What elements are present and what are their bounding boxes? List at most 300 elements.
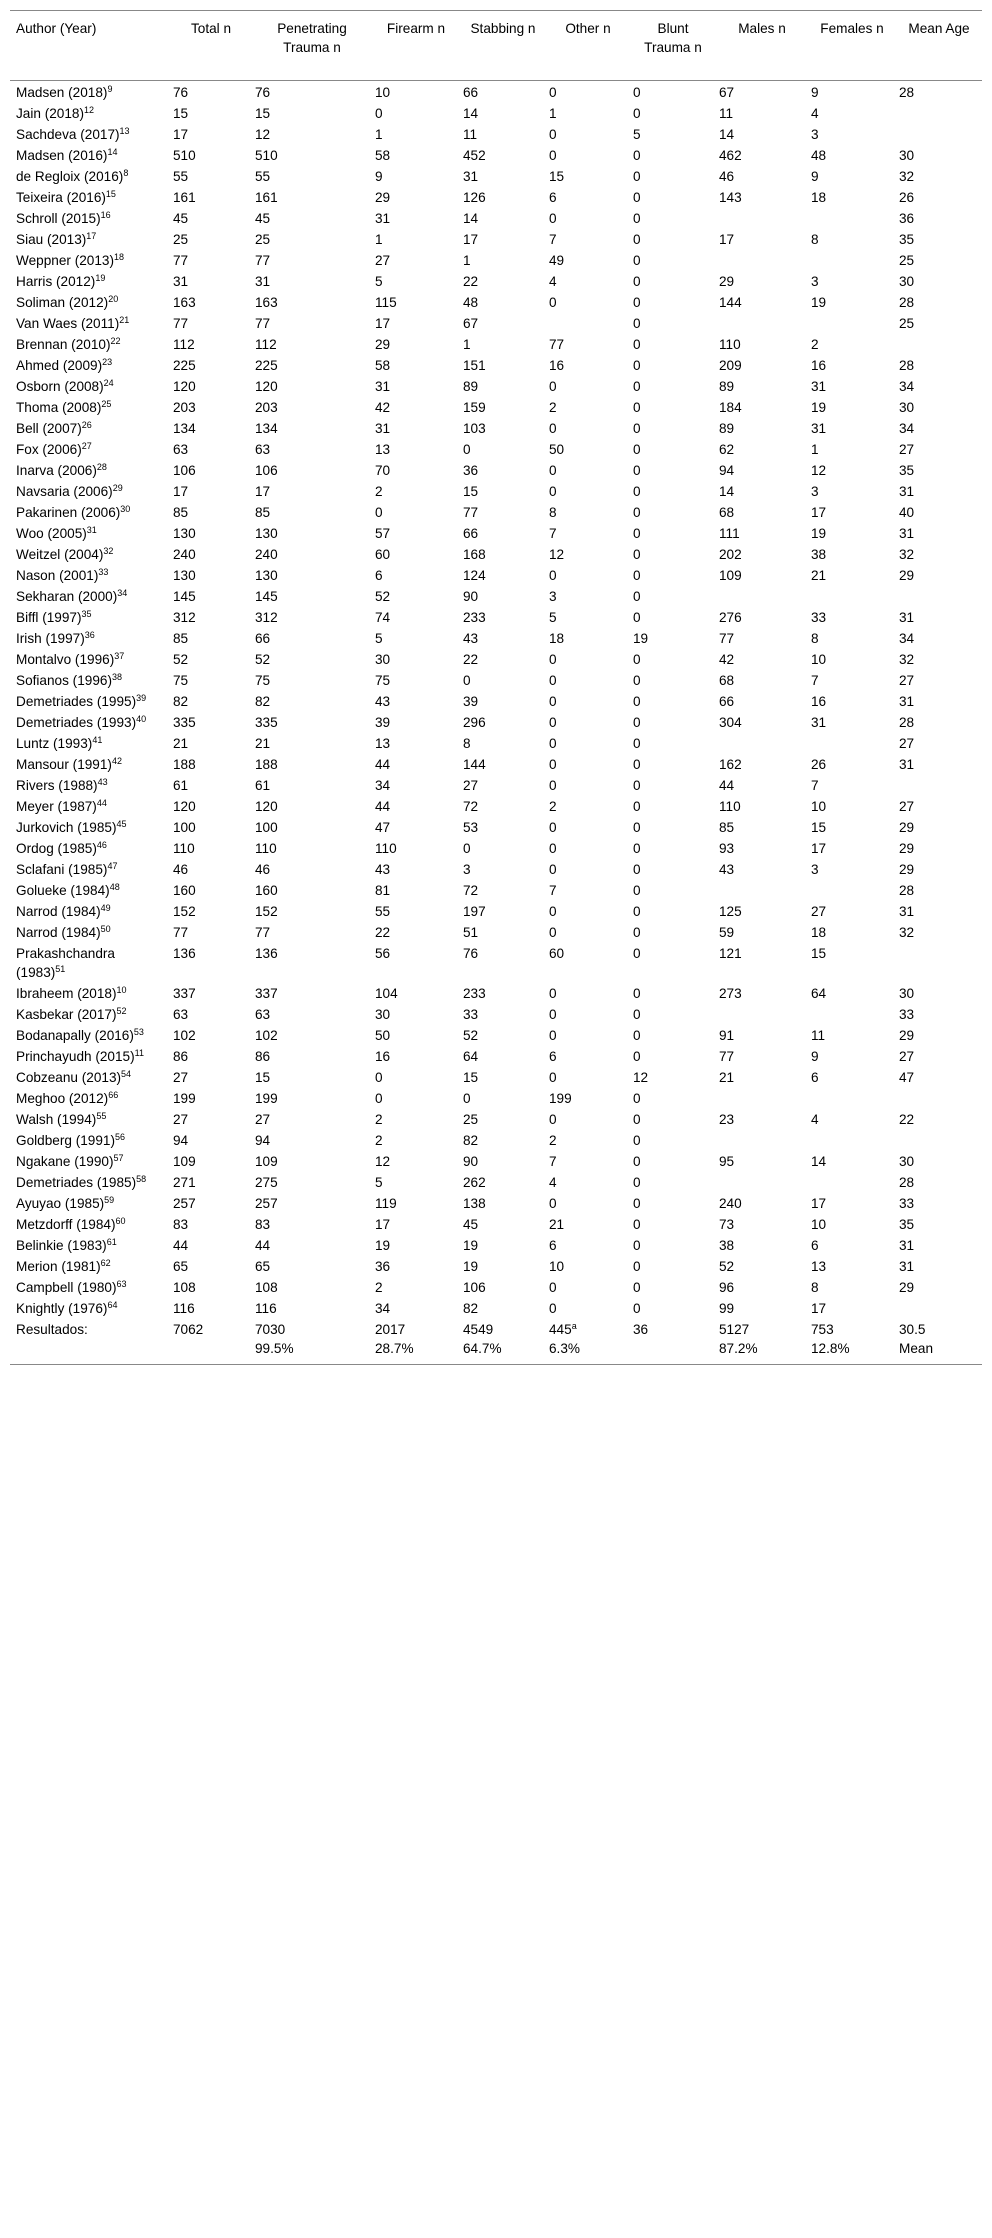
cell-males: 46: [719, 169, 735, 184]
cell-mean-age: 29: [899, 1028, 915, 1043]
cell-firearm: 10: [375, 85, 391, 100]
cell-females: 9: [811, 85, 819, 100]
reference-number: 25: [101, 399, 112, 409]
cell-blunt: 0: [633, 106, 641, 121]
cell-blunt: 0: [633, 862, 641, 877]
cell-blunt: 0: [633, 232, 641, 247]
reference-number: 23: [102, 357, 113, 367]
cell-males: 43: [719, 862, 735, 877]
cell-author: Demetriades $(1985)^{58}$: [16, 1174, 147, 1190]
cell-males: 462: [719, 148, 742, 163]
cell-firearm: 22: [375, 925, 391, 940]
cell-author: Bodanapally $(2016)^{53}$: [16, 1027, 144, 1043]
cell-penetrating: 45: [255, 211, 271, 226]
cell-females: 19: [811, 295, 827, 310]
cell-mean-age: 29: [899, 862, 915, 877]
cell-firearm: 57: [375, 526, 391, 541]
cell-total: 63: [173, 1007, 189, 1022]
cell-females: 18: [811, 190, 827, 205]
cell-males: 67: [719, 85, 735, 100]
cell-females: 6: [811, 1238, 819, 1253]
cell-other: 199: [549, 1091, 572, 1106]
table-row: [10, 837, 982, 858]
cell-blunt: 0: [633, 883, 641, 898]
cell-stabbing: 14: [463, 106, 479, 121]
table-row: [10, 291, 982, 312]
cell-penetrating: 109: [255, 1154, 278, 1169]
table-row: [10, 333, 982, 354]
table-row: [10, 1213, 982, 1234]
table-row: [10, 1297, 982, 1318]
table-row: [10, 207, 982, 228]
cell-blunt: 0: [633, 652, 641, 667]
cell-males: 14: [719, 484, 735, 499]
cell-mean-age: 35: [899, 1217, 915, 1232]
cell-total: 25: [173, 232, 189, 247]
cell-other: 60: [549, 946, 565, 961]
reference-number: 57: [113, 1153, 124, 1163]
cell-females: [808, 1129, 896, 1150]
cell-other: 0: [549, 778, 557, 793]
cell-author: Metzdorff $(1984)^{60}$: [16, 1216, 126, 1232]
cell-stabbing: 15: [463, 484, 479, 499]
cell-blunt: 0: [633, 568, 641, 583]
cell-other: 0: [549, 148, 557, 163]
cell-penetrating: 120: [255, 379, 278, 394]
col-header-penetrating: Penetrating Trauma n: [252, 11, 372, 81]
reference-number: 61: [106, 1237, 117, 1247]
cell-other: 50: [549, 442, 565, 457]
cell-author: Prakashchandra $(1983)^{51}$: [16, 946, 115, 980]
table-row: [10, 711, 982, 732]
table-row: [10, 522, 982, 543]
cell-total: 45: [173, 211, 189, 226]
cell-author: Ngakane $(1990)^{57}$: [16, 1153, 124, 1169]
cell-total: 120: [173, 799, 196, 814]
cell-stabbing: 72: [463, 799, 479, 814]
cell-author: Sekharan $(2000)^{34}$: [16, 588, 128, 604]
cell-penetrating: 25: [255, 232, 271, 247]
cell-stabbing: 0: [463, 1091, 471, 1106]
cell-males: 273: [719, 986, 742, 1001]
cell-blunt: 0: [633, 1112, 641, 1127]
cell-females: 7: [811, 778, 819, 793]
cell-firearm: 30: [375, 652, 391, 667]
cell-stabbing: 233: [463, 986, 486, 1001]
cell-stabbing: 197: [463, 904, 486, 919]
cell-mean-age: 30: [899, 148, 915, 163]
table-row: [10, 1192, 982, 1213]
cell-author: Thoma $(2008)^{25}$: [16, 399, 112, 415]
cell-total: 86: [173, 1049, 189, 1064]
cell-firearm: 43: [375, 694, 391, 709]
cell-males: 184: [719, 400, 742, 415]
table-row: [10, 1255, 982, 1276]
cell-females: 8: [811, 232, 819, 247]
reference-number: 60: [115, 1216, 126, 1226]
cell-other: 2: [549, 799, 557, 814]
cell-stabbing: 72: [463, 883, 479, 898]
cell-total: 77: [173, 925, 189, 940]
cell-females: [808, 1003, 896, 1024]
reference-number: 33: [98, 567, 109, 577]
table-row: [10, 900, 982, 921]
cell-total: 77: [173, 316, 189, 331]
cell-penetrating: 15: [255, 106, 271, 121]
cell-females: [808, 1171, 896, 1192]
cell-males: 110: [719, 799, 741, 814]
cell-males: 111: [719, 526, 740, 541]
cell-author: Weppner $(2013)^{18}$: [16, 252, 124, 268]
table-row: [10, 982, 982, 1003]
cell-blunt: 0: [633, 1133, 641, 1148]
results-label: Resultados:: [10, 1318, 170, 1365]
cell-males: 52: [719, 1259, 735, 1274]
table-row: [10, 690, 982, 711]
cell-blunt: 0: [633, 715, 641, 730]
reference-number: 59: [104, 1195, 115, 1205]
cell-other: 6: [549, 190, 557, 205]
cell-other: 0: [549, 211, 557, 226]
cell-other: 0: [549, 736, 557, 751]
col-header-other: Other n: [546, 11, 630, 81]
cell-blunt: 0: [633, 1028, 641, 1043]
cell-total: 106: [173, 463, 196, 478]
cell-other: 6: [549, 1238, 557, 1253]
cell-firearm: 110: [375, 841, 397, 856]
cell-penetrating: 61: [255, 778, 271, 793]
reference-number: 44: [96, 798, 107, 808]
cell-blunt: 0: [633, 673, 641, 688]
cell-total: 337: [173, 986, 196, 1001]
cell-author: Sofianos $(1996)^{38}$: [16, 672, 122, 688]
reference-number: 39: [136, 693, 147, 703]
cell-other: 4: [549, 1175, 557, 1190]
cell-penetrating: 100: [255, 820, 278, 835]
cell-other: 21: [549, 1217, 565, 1232]
cell-stabbing: 90: [463, 589, 479, 604]
cell-females: [808, 1087, 896, 1108]
cell-blunt: 0: [633, 337, 641, 352]
cell-males: 109: [719, 568, 742, 583]
cell-mean-age: 25: [899, 253, 915, 268]
cell-mean-age: 27: [899, 673, 915, 688]
cell-author: Osborn $(2008)^{24}$: [16, 378, 114, 394]
cell-blunt: 0: [633, 421, 641, 436]
table-row: [10, 1024, 982, 1045]
cell-firearm: 31: [375, 379, 391, 394]
cell-mean-age: 28: [899, 85, 915, 100]
reference-number: 37: [114, 651, 125, 661]
cell-firearm: 31: [375, 421, 391, 436]
cell-total: 61: [173, 778, 189, 793]
cell-other: 0: [549, 1070, 557, 1085]
cell-males: [716, 1171, 808, 1192]
cell-author: Madsen $(2018)^9$: [16, 84, 113, 100]
cell-firearm: 16: [375, 1049, 391, 1064]
cell-mean-age: 27: [899, 736, 915, 751]
cell-stabbing: 66: [463, 526, 479, 541]
cell-females: 31: [811, 379, 827, 394]
cell-penetrating: 86: [255, 1049, 271, 1064]
cell-blunt: 0: [633, 757, 641, 772]
cell-males: 240: [719, 1196, 742, 1211]
cell-author: Meghoo $(2012)^{66}$: [16, 1090, 119, 1106]
cell-males: 91: [719, 1028, 735, 1043]
col-header-firearm: Firearm n: [372, 11, 460, 81]
cell-males: 143: [719, 190, 742, 205]
cell-stabbing: 1: [463, 253, 471, 268]
reference-number: 36: [84, 630, 95, 640]
cell-females: [808, 249, 896, 270]
reference-number: 66: [108, 1090, 119, 1100]
cell-other: 0: [549, 127, 557, 142]
results-stabbing: 4549 64.7%: [460, 1318, 546, 1365]
cell-stabbing: 82: [463, 1301, 479, 1316]
cell-total: 85: [173, 505, 189, 520]
table-row: [10, 165, 982, 186]
cell-author: Siau $(2013)^{17}$: [16, 231, 97, 247]
cell-total: 203: [173, 400, 196, 415]
cell-other: 0: [549, 1301, 557, 1316]
cell-males: 68: [719, 505, 735, 520]
cell-total: 52: [173, 652, 189, 667]
cell-author: Demetriades $(1995)^{39}$: [16, 693, 147, 709]
table-row: [10, 1087, 982, 1108]
cell-mean-age: 26: [899, 190, 915, 205]
reference-number: 45: [116, 819, 127, 829]
reference-number: 29: [112, 483, 123, 493]
cell-males: 66: [719, 694, 735, 709]
cell-females: 9: [811, 1049, 819, 1064]
cell-firearm: 29: [375, 337, 391, 352]
cell-females: [808, 207, 896, 228]
cell-author: Meyer $(1987)^{44}$: [16, 798, 107, 814]
cell-total: 110: [173, 841, 195, 856]
cell-blunt: 0: [633, 295, 641, 310]
cell-males: 17: [719, 232, 735, 247]
cell-author: Montalvo $(1996)^{37}$: [16, 651, 125, 667]
cell-stabbing: 39: [463, 694, 479, 709]
cell-author: Biffl $(1997)^{35}$: [16, 609, 92, 625]
cell-penetrating: 44: [255, 1238, 271, 1253]
cell-penetrating: 17: [255, 484, 271, 499]
cell-males: [716, 249, 808, 270]
cell-mean-age: 32: [899, 169, 915, 184]
cell-author: Ahmed $(2009)^{23}$: [16, 357, 113, 373]
cell-author: Rivers $(1988)^{43}$: [16, 777, 108, 793]
cell-firearm: 5: [375, 1175, 383, 1190]
table-row: [10, 1150, 982, 1171]
reference-number: 43: [97, 777, 108, 787]
cell-males: 29: [719, 274, 735, 289]
cell-penetrating: 106: [255, 463, 278, 478]
cell-penetrating: 120: [255, 799, 278, 814]
cell-firearm: 115: [375, 295, 397, 310]
cell-females: 19: [811, 526, 827, 541]
cell-mean-age: 25: [899, 316, 915, 331]
cell-other: 1: [549, 106, 557, 121]
cell-females: 11: [811, 1028, 826, 1043]
cell-stabbing: 25: [463, 1112, 479, 1127]
reference-number: 20: [108, 294, 119, 304]
cell-author: Jain $(2018)^{12}$: [16, 105, 95, 121]
cell-firearm: 56: [375, 946, 391, 961]
cell-penetrating: 110: [255, 841, 277, 856]
cell-penetrating: 66: [255, 631, 271, 646]
cell-author: Sachdeva $(2017)^{13}$: [16, 126, 130, 142]
cell-females: 38: [811, 547, 827, 562]
cell-penetrating: 102: [255, 1028, 278, 1043]
cell-stabbing: 0: [463, 442, 471, 457]
cell-mean-age: 31: [899, 1238, 915, 1253]
cell-females: 8: [811, 631, 819, 646]
cell-penetrating: 46: [255, 862, 271, 877]
table-row: [10, 858, 982, 879]
cell-total: 85: [173, 631, 189, 646]
cell-other: 49: [549, 253, 565, 268]
table-row: [10, 480, 982, 501]
reference-number: 62: [100, 1258, 111, 1268]
cell-stabbing: 126: [463, 190, 486, 205]
reference-number: 56: [115, 1132, 126, 1142]
cell-blunt: 0: [633, 379, 641, 394]
cell-blunt: 0: [633, 85, 641, 100]
cell-penetrating: 134: [255, 421, 278, 436]
cell-other: 0: [549, 715, 557, 730]
cell-males: [716, 1087, 808, 1108]
cell-stabbing: 22: [463, 652, 479, 667]
cell-penetrating: 130: [255, 526, 278, 541]
reference-number: 48: [109, 882, 120, 892]
cell-firearm: 13: [375, 442, 391, 457]
cell-firearm: 5: [375, 274, 383, 289]
cell-stabbing: 138: [463, 1196, 486, 1211]
cell-total: 130: [173, 526, 196, 541]
cell-total: 335: [173, 715, 196, 730]
cell-other: 0: [549, 1007, 557, 1022]
cell-stabbing: 22: [463, 274, 479, 289]
cell-total: 161: [173, 190, 196, 205]
table-row: [10, 942, 982, 982]
cell-penetrating: 55: [255, 169, 271, 184]
cell-stabbing: 106: [463, 1280, 486, 1295]
cell-penetrating: 163: [255, 295, 278, 310]
data-table: [10, 10, 982, 1365]
cell-penetrating: 77: [255, 925, 271, 940]
reference-number: 34: [117, 588, 128, 598]
cell-stabbing: 8: [463, 736, 471, 751]
cell-author: Woo $(2005)^{31}$: [16, 525, 97, 541]
cell-penetrating: 335: [255, 715, 278, 730]
cell-penetrating: 152: [255, 904, 278, 919]
cell-author: Irish $(1997)^{36}$: [16, 630, 95, 646]
cell-author: Ibraheem $(2018)^{10}$: [16, 985, 127, 1001]
cell-blunt: 0: [633, 190, 641, 205]
reference-number: 41: [92, 735, 103, 745]
cell-mean-age: [896, 585, 982, 606]
cell-blunt: 0: [633, 778, 641, 793]
cell-firearm: 55: [375, 904, 391, 919]
cell-firearm: 81: [375, 883, 391, 898]
reference-number: 52: [116, 1006, 127, 1016]
table-row: [10, 1234, 982, 1255]
reference-number: 12: [84, 105, 95, 115]
cell-total: 77: [173, 253, 189, 268]
cell-penetrating: 12: [255, 127, 271, 142]
cell-mean-age: 31: [899, 526, 915, 541]
cell-penetrating: 63: [255, 442, 271, 457]
table-row: [10, 1171, 982, 1192]
cell-total: 160: [173, 883, 196, 898]
cell-mean-age: 28: [899, 295, 915, 310]
cell-other: 7: [549, 883, 557, 898]
cell-females: 3: [811, 274, 819, 289]
cell-mean-age: 28: [899, 358, 915, 373]
results-row: [10, 1318, 982, 1365]
reference-number: 63: [116, 1279, 127, 1289]
reference-number: 28: [96, 462, 107, 472]
cell-females: 8: [811, 1280, 819, 1295]
table-row: [10, 1003, 982, 1024]
cell-females: 1: [811, 442, 819, 457]
reference-number: 42: [111, 756, 122, 766]
cell-males: [716, 732, 808, 753]
cell-males: 21: [719, 1070, 735, 1085]
cell-penetrating: 136: [255, 946, 278, 961]
cell-firearm: 31: [375, 211, 391, 226]
cell-mean-age: 40: [899, 505, 915, 520]
table-row: [10, 564, 982, 585]
cell-other: 18: [549, 631, 565, 646]
cell-total: 55: [173, 169, 189, 184]
cell-females: 3: [811, 484, 819, 499]
cell-total: 82: [173, 694, 189, 709]
cell-firearm: 36: [375, 1259, 391, 1274]
cell-females: 18: [811, 925, 827, 940]
reference-number: 64: [107, 1300, 118, 1310]
cell-firearm: 58: [375, 148, 391, 163]
results-other: 445$^a$ 6.3%: [546, 1318, 630, 1365]
cell-stabbing: 14: [463, 211, 479, 226]
cell-females: 4: [811, 106, 819, 121]
cell-other: 5: [549, 610, 557, 625]
cell-other: 0: [549, 85, 557, 100]
cell-stabbing: 11: [463, 127, 478, 142]
cell-mean-age: 36: [899, 211, 915, 226]
cell-penetrating: 77: [255, 316, 271, 331]
cell-total: 44: [173, 1238, 189, 1253]
cell-firearm: 17: [375, 1217, 391, 1232]
cell-blunt: 0: [633, 1196, 641, 1211]
cell-mean-age: 27: [899, 1049, 915, 1064]
cell-mean-age: 34: [899, 631, 915, 646]
cell-firearm: 34: [375, 1301, 391, 1316]
reference-number: 17: [86, 231, 97, 241]
cell-stabbing: 52: [463, 1028, 479, 1043]
cell-males: 77: [719, 631, 735, 646]
reference-number: 9: [107, 84, 113, 94]
cell-total: 83: [173, 1217, 189, 1232]
cell-penetrating: 275: [255, 1175, 278, 1190]
cell-other: 0: [549, 820, 557, 835]
cell-author: Walsh $(1994)^{55}$: [16, 1111, 107, 1127]
cell-other: 0: [549, 925, 557, 940]
table-row: [10, 879, 982, 900]
cell-stabbing: 43: [463, 631, 479, 646]
table-row: [10, 123, 982, 144]
col-header-author: Author (Year): [10, 11, 170, 81]
